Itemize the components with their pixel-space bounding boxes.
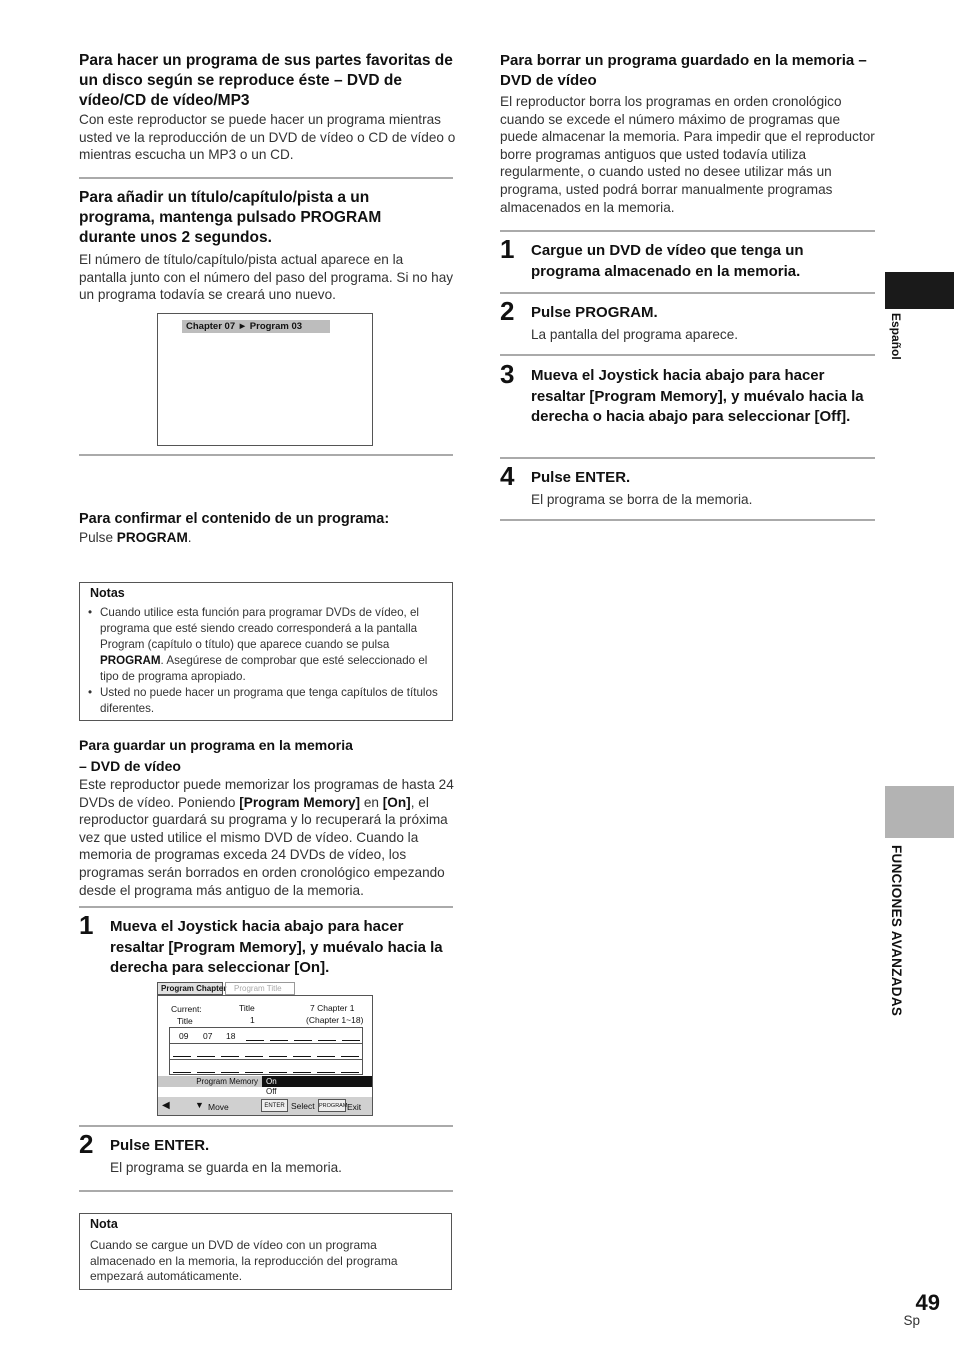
bullet-icon: • xyxy=(88,686,93,699)
divider xyxy=(79,454,453,456)
step-number: 4 xyxy=(500,461,515,491)
step-number: 2 xyxy=(500,296,515,326)
program-key-icon: PROGRAM xyxy=(318,1099,346,1112)
step-number: 1 xyxy=(500,234,515,264)
arrow-left-icon: ◀ xyxy=(162,1100,170,1111)
enter-key-icon: ENTER xyxy=(261,1099,288,1112)
step-number: 2 xyxy=(79,1129,94,1159)
section-tab xyxy=(885,786,954,838)
confirm-body: Pulse PROGRAM. xyxy=(79,530,192,545)
section-body-add-title: El número de título/capítulo/pista actual aparece en la pantalla junto con el número del paso del programa. Si no hay un programa todavía se creará uno nuevo. xyxy=(79,252,454,303)
section-heading-add-title: Para añadir un título/capítulo/pista a un programa, mantenga pulsado PROGRAM durante unos 2 segundos. xyxy=(79,189,382,246)
current-label: Current: xyxy=(171,1004,202,1014)
bullet-icon: • xyxy=(88,606,93,619)
divider xyxy=(500,354,875,356)
divider xyxy=(79,177,453,179)
option-off: Off xyxy=(262,1087,372,1097)
arrow-down-icon: ▼ xyxy=(195,1100,204,1110)
section-heading-delete-program: Para borrar un programa guardado en la memoria – DVD de vídeo xyxy=(500,52,867,89)
divider xyxy=(79,1125,453,1127)
step-number: 3 xyxy=(500,359,515,389)
notes-title: Notas xyxy=(90,586,125,600)
divider xyxy=(500,457,875,459)
title-label: Title xyxy=(177,1016,193,1026)
title-value: 1 xyxy=(250,1015,255,1025)
step-title: Mueva el Joystick hacia abajo para hacer resaltar [Program Memory], y muévalo hacia la derecha para seleccionar [On]. xyxy=(110,918,443,976)
confirm-heading: Para confirmar el contenido de un programa: xyxy=(79,511,390,527)
language-tab xyxy=(885,272,954,309)
step-title: Cargue un DVD de vídeo que tenga un programa almacenado en la memoria. xyxy=(531,242,804,280)
tab-program-title: Program Title xyxy=(225,982,295,995)
note-item: Usted no puede hacer un programa que tenga capítulos de títulos diferentes. xyxy=(100,686,438,715)
step-title: Pulse PROGRAM. xyxy=(531,304,658,321)
section-heading-program-favorites: Para hacer un programa de sus partes favoritas de un disco según se reproduce éste – DVD de vídeo/CD de vídeo/MP3 xyxy=(79,52,453,109)
program-memory-label: Program Memory xyxy=(158,1076,262,1087)
step-title: Mueva el Joystick hacia abajo para hacer resaltar [Program Memory], y muévalo hacia la derecha o hacia abajo para seleccionar [Off]. xyxy=(531,367,864,425)
step-desc: La pantalla del programa aparece. xyxy=(531,327,739,342)
divider xyxy=(500,519,875,521)
chapter-head: 7 Chapter 1 xyxy=(310,1003,355,1013)
empty-slots xyxy=(173,1051,365,1061)
exit-label: Exit xyxy=(347,1102,362,1112)
chapter-range: (Chapter 1~18) xyxy=(306,1015,364,1025)
step-title: Pulse ENTER. xyxy=(110,1137,210,1154)
divider xyxy=(79,906,453,908)
select-label: Select xyxy=(291,1101,315,1111)
language-label: Español xyxy=(889,313,903,360)
program-screen-illustration xyxy=(157,313,373,446)
nota-title: Nota xyxy=(90,1217,118,1231)
tab-program-chapter: Program Chapter xyxy=(157,982,223,995)
page-number: 49 xyxy=(915,1290,940,1315)
page-suffix: Sp xyxy=(903,1313,920,1328)
section-label: FUNCIONES AVANZADAS xyxy=(889,845,904,1017)
note-item: Cuando utilice esta función para programar DVDs de vídeo, el programa que esté siendo creado corresponderá a la pantalla Program (capítulo o título) que aparece cuando se pulsa PROGRAM. Asegúrese de comprobar que esté seleccionado el tipo de programa apropiado. xyxy=(100,606,428,683)
section-body-delete-program: El reproductor borra los programas en orden cronológico cuando se excede el número máximo de programas que puede almacenar la memoria. Para impedir que el reproductor borre programas antiguos que usted todavía utiliza regularmente, o cuando usted no desee utilizar más un programa, usted podrá borrar manualmente programas almacenados en la memoria. xyxy=(500,94,875,215)
save-body: Este reproductor puede memorizar los programas de hasta 24 DVDs de vídeo. Poniendo [Program Memory] en [On], el reproductor guardará su programa y lo recuperará la próxima vez que usted utilice el mismo DVD de vídeo. Cuando la memoria de programas exceda 24 DVDs de vídeo, los programas serán borrados en orden cronológico empezando desde el programa más antiguo de la memoria. xyxy=(79,777,454,898)
divider xyxy=(500,230,875,232)
step-title: Pulse ENTER. xyxy=(531,469,631,486)
notes-box xyxy=(79,582,453,721)
empty-slots xyxy=(246,1035,366,1045)
program-memory-osd xyxy=(157,982,373,1116)
move-label: Move xyxy=(208,1102,229,1112)
grid-cell: 09 xyxy=(179,1031,189,1041)
grid-cell: 18 xyxy=(226,1031,236,1041)
title-head: Title xyxy=(239,1003,255,1013)
save-heading: Para guardar un programa en la memoria – DVD de vídeo xyxy=(79,737,353,774)
program-osd-chip: Chapter 07 ► Program 03 xyxy=(182,320,330,333)
step-number: 1 xyxy=(79,910,94,940)
divider xyxy=(79,1190,453,1192)
option-on: On xyxy=(262,1076,372,1087)
nota-box xyxy=(79,1213,452,1290)
step-desc: El programa se guarda en la memoria. xyxy=(110,1160,342,1175)
step-desc: El programa se borra de la memoria. xyxy=(531,492,753,507)
divider xyxy=(500,292,875,294)
section-body-program-favorites: Con este reproductor se puede hacer un programa mientras usted ve la reproducción de un DVD de vídeo o CD de vídeo o mientras escucha un MP3 o un CD. xyxy=(79,112,456,163)
nota-body: Cuando se cargue un DVD de vídeo con un programa almacenado en la memoria, la reproducción del programa empezará automáticamente. xyxy=(90,1238,398,1283)
grid-cell: 07 xyxy=(203,1031,213,1041)
